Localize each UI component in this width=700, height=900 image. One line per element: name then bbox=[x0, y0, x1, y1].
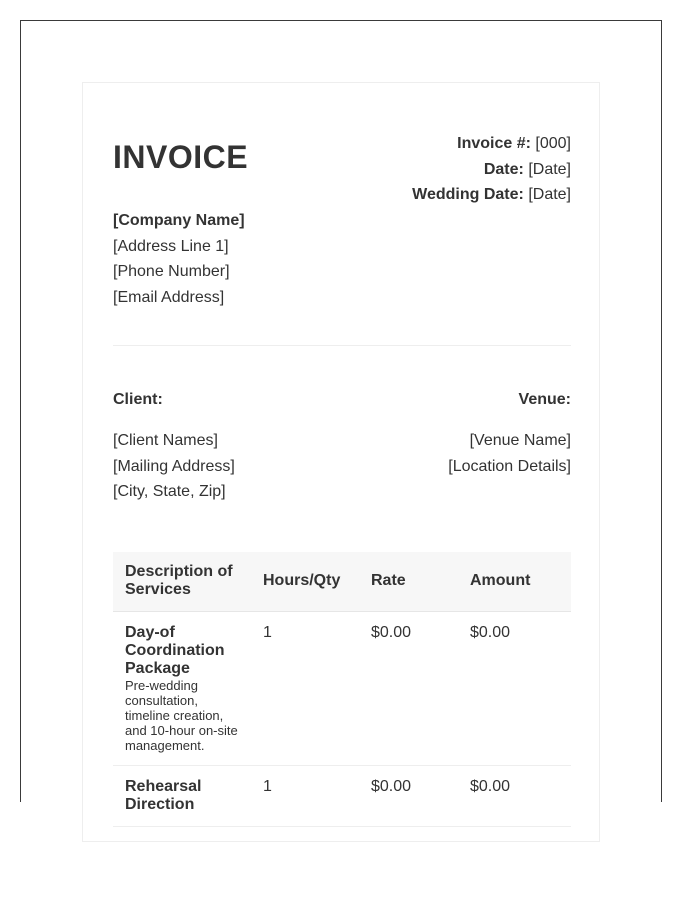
service-description-cell bbox=[113, 766, 251, 827]
service-description-cell bbox=[113, 612, 251, 766]
client-names: [Client Names] bbox=[113, 432, 218, 449]
invoice-date-value: [Date] bbox=[528, 160, 571, 178]
service-rate: $0.00 bbox=[359, 766, 458, 827]
venue-heading: Venue: bbox=[518, 391, 571, 408]
wedding-date-line bbox=[412, 182, 571, 208]
column-header-rate: Rate bbox=[359, 552, 458, 612]
service-qty: 1 bbox=[251, 612, 359, 766]
invoice-number-value: [000] bbox=[535, 135, 571, 152]
invoice-date-label: Date: bbox=[483, 160, 524, 178]
service-note: Pre-wedding consultation, timeline creation, and 10-hour on-site management. bbox=[125, 678, 238, 753]
venue-name: [Venue Name] bbox=[469, 432, 571, 449]
client-mailing-address: [Mailing Address] bbox=[113, 457, 235, 475]
table-header-row bbox=[113, 552, 571, 612]
document-frame bbox=[20, 20, 662, 813]
client-heading: Client: bbox=[113, 391, 163, 408]
company-info bbox=[113, 208, 245, 310]
service-amount: $0.00 bbox=[458, 612, 571, 766]
service-qty: 1 bbox=[251, 766, 359, 827]
company-address: [Address Line 1] bbox=[113, 237, 229, 255]
invoice-number-line bbox=[412, 131, 571, 157]
section-divider bbox=[113, 345, 571, 346]
column-header-qty: Hours/Qty bbox=[251, 552, 359, 612]
table-row bbox=[113, 766, 571, 827]
column-header-description: Description of Services bbox=[113, 552, 251, 612]
service-amount: $0.00 bbox=[458, 766, 571, 827]
company-email: [Email Address] bbox=[113, 288, 225, 306]
service-name: Rehearsal Direction bbox=[125, 778, 202, 813]
service-name: Day-of Coordination Package bbox=[125, 624, 225, 677]
invoice-title: INVOICE bbox=[113, 139, 249, 175]
invoice-date-line bbox=[412, 157, 571, 183]
services-table bbox=[113, 552, 571, 827]
client-block bbox=[113, 388, 235, 505]
invoice-page bbox=[82, 82, 600, 842]
invoice-number-label: Invoice #: bbox=[457, 135, 531, 152]
venue-location: [Location Details] bbox=[448, 457, 571, 475]
venue-block bbox=[448, 388, 571, 479]
column-header-amount: Amount bbox=[458, 552, 571, 612]
wedding-date-label: Wedding Date: bbox=[412, 186, 524, 203]
company-name: [Company Name] bbox=[113, 212, 245, 229]
service-rate: $0.00 bbox=[359, 612, 458, 766]
client-city-state-zip: [City, State, Zip] bbox=[113, 483, 226, 500]
table-row bbox=[113, 612, 571, 766]
invoice-meta bbox=[412, 131, 571, 208]
wedding-date-value: [Date] bbox=[528, 186, 571, 203]
company-phone: [Phone Number] bbox=[113, 263, 230, 280]
